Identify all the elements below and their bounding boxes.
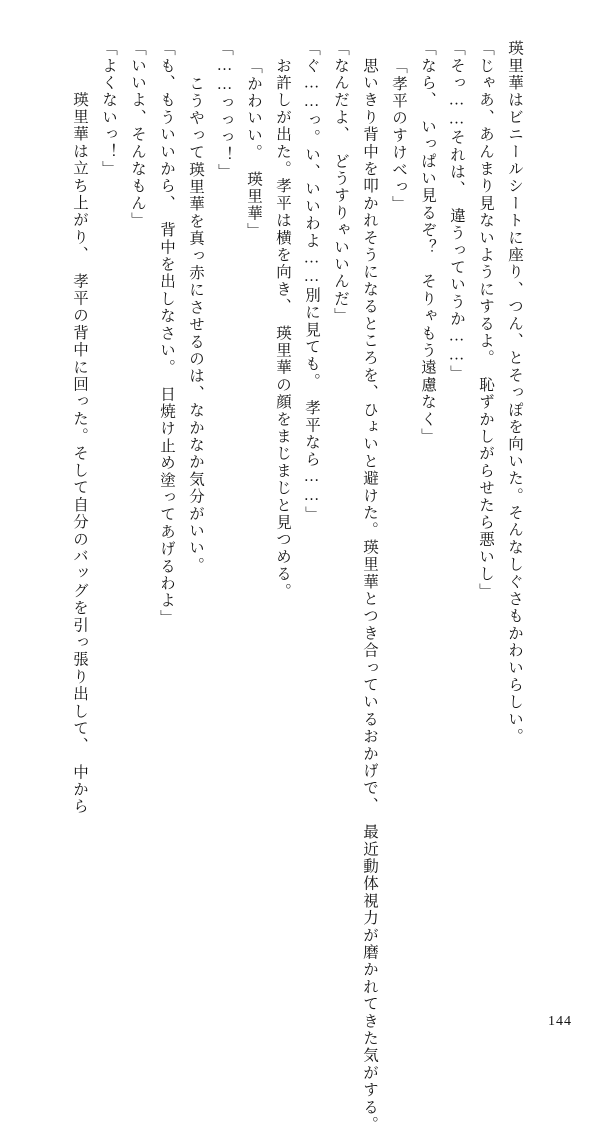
text-column: こうやって瑛里華を真っ赤にさせるのは、なかなか気分がいい。 xyxy=(187,58,204,574)
text-column: 「そっ……それは、 違うっていうか……」 xyxy=(448,40,465,383)
text-column: 「も、もういいから、 背中を出しなさい。 日焼け止め塗ってあげるわよ」 xyxy=(158,40,175,627)
text-column: 瑛里華は立ち上がり、 孝平の背中に回った。そして自分のバッグを引っ張り出して、 中から xyxy=(71,74,88,816)
text-column: 「いいよ、そんなもん」 xyxy=(129,40,146,230)
page-number: 144 xyxy=(548,1014,572,1029)
text-column: 「……っっっ！」 xyxy=(216,40,233,181)
text-column: 「なら、 いっぱい見るぞ？ そりゃもう遠慮なく」 xyxy=(419,40,436,446)
text-column: お許しが出た。孝平は横を向き、 瑛里華の顔をまじまじと見つめる。 xyxy=(274,40,291,600)
text-column: 瑛里華はビニールシートに座り、つん、とそっぽを向いた。そんなしぐさもかわいらしい。 xyxy=(506,40,523,746)
text-column: 「孝平のすけべっ」 xyxy=(390,58,407,213)
text-column: 思いきり背中を叩かれそうになるところを、ひょいと避けた。瑛里華とつき合っているおかげで、 最近動体視力が磨かれてきた気がする。 xyxy=(361,40,378,1133)
text-column: 「じゃあ、あんまり見ないようにするよ。 恥ずかしがらせたら悪いし」 xyxy=(477,40,494,600)
text-column: 「なんだよ、 どうすりゃいいんだ」 xyxy=(332,40,349,325)
text-column: 「ぐ……っ。い、いいわよ……別に見ても。 孝平なら……」 xyxy=(303,40,320,523)
text-column: 「かわいい。 瑛里華」 xyxy=(245,58,262,240)
text-column: 「よくないっ！」 xyxy=(100,40,117,178)
